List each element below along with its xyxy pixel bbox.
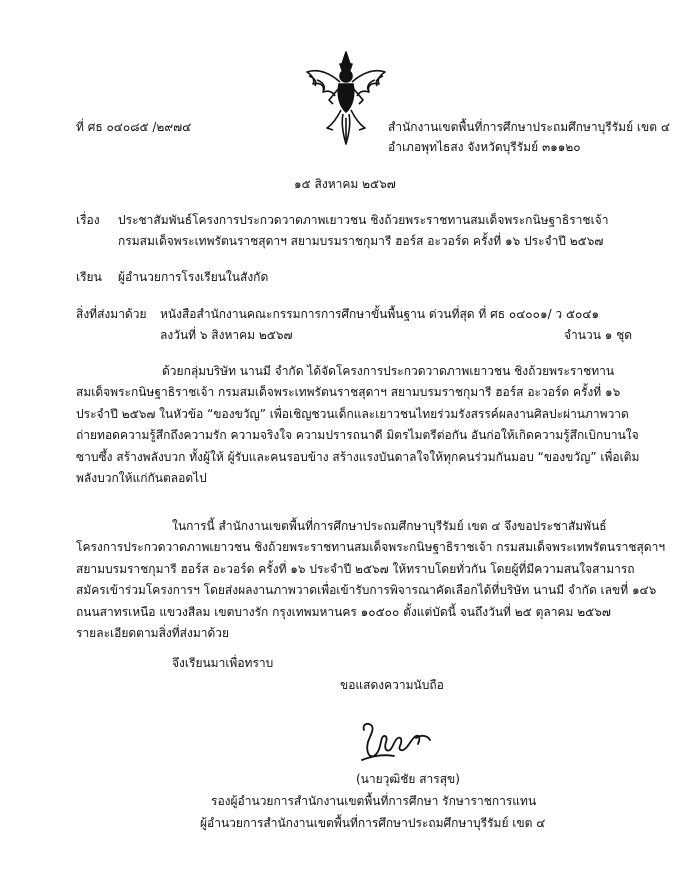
paragraph-2-line: รายละเอียดตามสิ่งที่ส่งมาด้วย (76, 626, 230, 640)
paragraph-1-line: ซาบซึ้ง สร้างพลังบวก ทั้งผู้ให้ ผู้รับและคนรอบข้าง สร้างแรงบันดาลใจให้ทุกคนร่วมกันมอบ “ของขวัญ” เพื่อเติม (76, 450, 640, 464)
letter-date: ๑๕ สิงหาคม ๒๕๖๗ (294, 177, 396, 191)
recipient-label: เรียน (76, 270, 102, 284)
paragraph-2-line: โครงการประกวดวาดภาพเยาวชน ชิงถ้วยพระราชทานสมเด็จพระกนิษฐาธิราชเจ้า กรมสมเด็จพระเทพรัตนราชสุดาฯ (76, 540, 666, 554)
paragraph-1-line: ถ่ายทอดความรู้สึกถึงความรัก ความจริงใจ ความปรารถนาดี มิตรไมตรีต่อกัน อันก่อให้เกิดความรู้สึกเบิกบานใจ (76, 428, 639, 442)
paragraph-1-line: สมเด็จพระกนิษฐาธิราชเจ้า กรมสมเด็จพระเทพรัตนราชสุดาฯ สยามบรมราชกุมารี ฮอร์ส อะวอร์ด ครั้งที่ ๑๖ (76, 385, 621, 399)
office-address: อำเภอพุทไธสง จังหวัดบุรีรัมย์ ๓๑๑๒๐ (388, 140, 581, 154)
garuda-emblem (303, 48, 389, 148)
office-name: สำนักงานเขตพื้นที่การศึกษาประถมศึกษาบุรีรัมย์ เขต ๔ (388, 120, 670, 134)
subject-line-1: ประชาสัมพันธ์โครงการประกวดวาดภาพเยาวชน ชิงถ้วยพระราชทานสมเด็จพระกนิษฐาธิราชเจ้า (118, 213, 609, 227)
attachment-line-1: หนังสือสำนักงานคณะกรรมการการศึกษาขั้นพื้นฐาน ด่วนที่สุด ที่ ศธ ๐๔๐๐๑/ ว ๕๐๔๑ (160, 307, 600, 321)
subject-line-2: กรมสมเด็จพระเทพรัตนราชสุดาฯ สยามบรมราชกุมารี ฮอร์ส อะวอร์ด ครั้งที่ ๑๖ ประจำปี ๒๕๖๗ (118, 234, 604, 248)
paragraph-1-line: พลังบวกให้แก่กันตลอดไป (76, 471, 207, 485)
paragraph-2-line: สยามบรมราชกุมารี ฮอร์ส อะวอร์ด ครั้งที่ ๑๖ ประจำปี ๒๕๖๗ ให้ทราบโดยทั่วกัน โดยผู้ที่มีความสนใจสามารถ (76, 562, 635, 576)
closing-line: จึงเรียนมาเพื่อทราบ (172, 656, 274, 670)
reference-number: ที่ ศธ ๐๔๐๘๕ /๒๙๗๔ (76, 120, 192, 134)
attachment-quantity: จำนวน ๑ ชุด (564, 328, 633, 342)
paragraph-2-line: ถนนสาทรเหนือ แขวงสีลม เขตบางรัก กรุงเทพมหานคร ๑๐๕๐๐ ตั้งแต่บัดนี้ จนถึงวันที่ ๒๕ ตุลาคม ๒๕๖๗ (76, 605, 611, 619)
attachment-line-2: ลงวันที่ ๖ สิงหาคม ๒๕๖๗ (160, 328, 293, 342)
regards-line: ขอแสดงความนับถือ (340, 678, 444, 692)
paragraph-1-line: ด้วยกลุ่มบริษัท นานมี จำกัด ได้จัดโครงการประกวดวาดภาพเยาวชน ชิงถ้วยพระราชทาน (162, 364, 615, 378)
handwritten-signature (358, 716, 438, 768)
recipient-value: ผู้อำนวยการโรงเรียนในสังกัด (118, 270, 269, 284)
signer-position-1: รองผู้อำนวยการสำนักงานเขตพื้นที่การศึกษา รักษาราชการแทน (211, 794, 537, 808)
paragraph-1-line: ประจำปี ๒๕๖๗ ในหัวข้อ “ของขวัญ” เพื่อเชิญชวนเด็กและเยาวชนไทยร่วมรังสรรค์ผลงานศิลปะผ่านภาพวาด (76, 407, 629, 421)
paragraph-2-line: ในการนี้ สำนักงานเขตพื้นที่การศึกษาประถมศึกษาบุรีรัมย์ เขต ๔ จึงขอประชาสัมพันธ์ (172, 519, 607, 533)
signer-position-2: ผู้อำนวยการสำนักงานเขตพื้นที่การศึกษาประถมศึกษาบุรีรัมย์ เขต ๔ (200, 816, 546, 830)
paragraph-2-line: สมัครเข้าร่วมโครงการฯ โดยส่งผลงานภาพวาดเพื่อเข้ารับการพิจารณาคัดเลือกได้ที่บริษัท นานมี จำกัด เลขที่ ๑๔๖ (76, 583, 657, 597)
signer-name: (นายวุฒิชัย สารสุข) (356, 772, 460, 786)
attachment-label: สิ่งที่ส่งมาด้วย (76, 307, 147, 321)
subject-label: เรื่อง (76, 213, 100, 227)
